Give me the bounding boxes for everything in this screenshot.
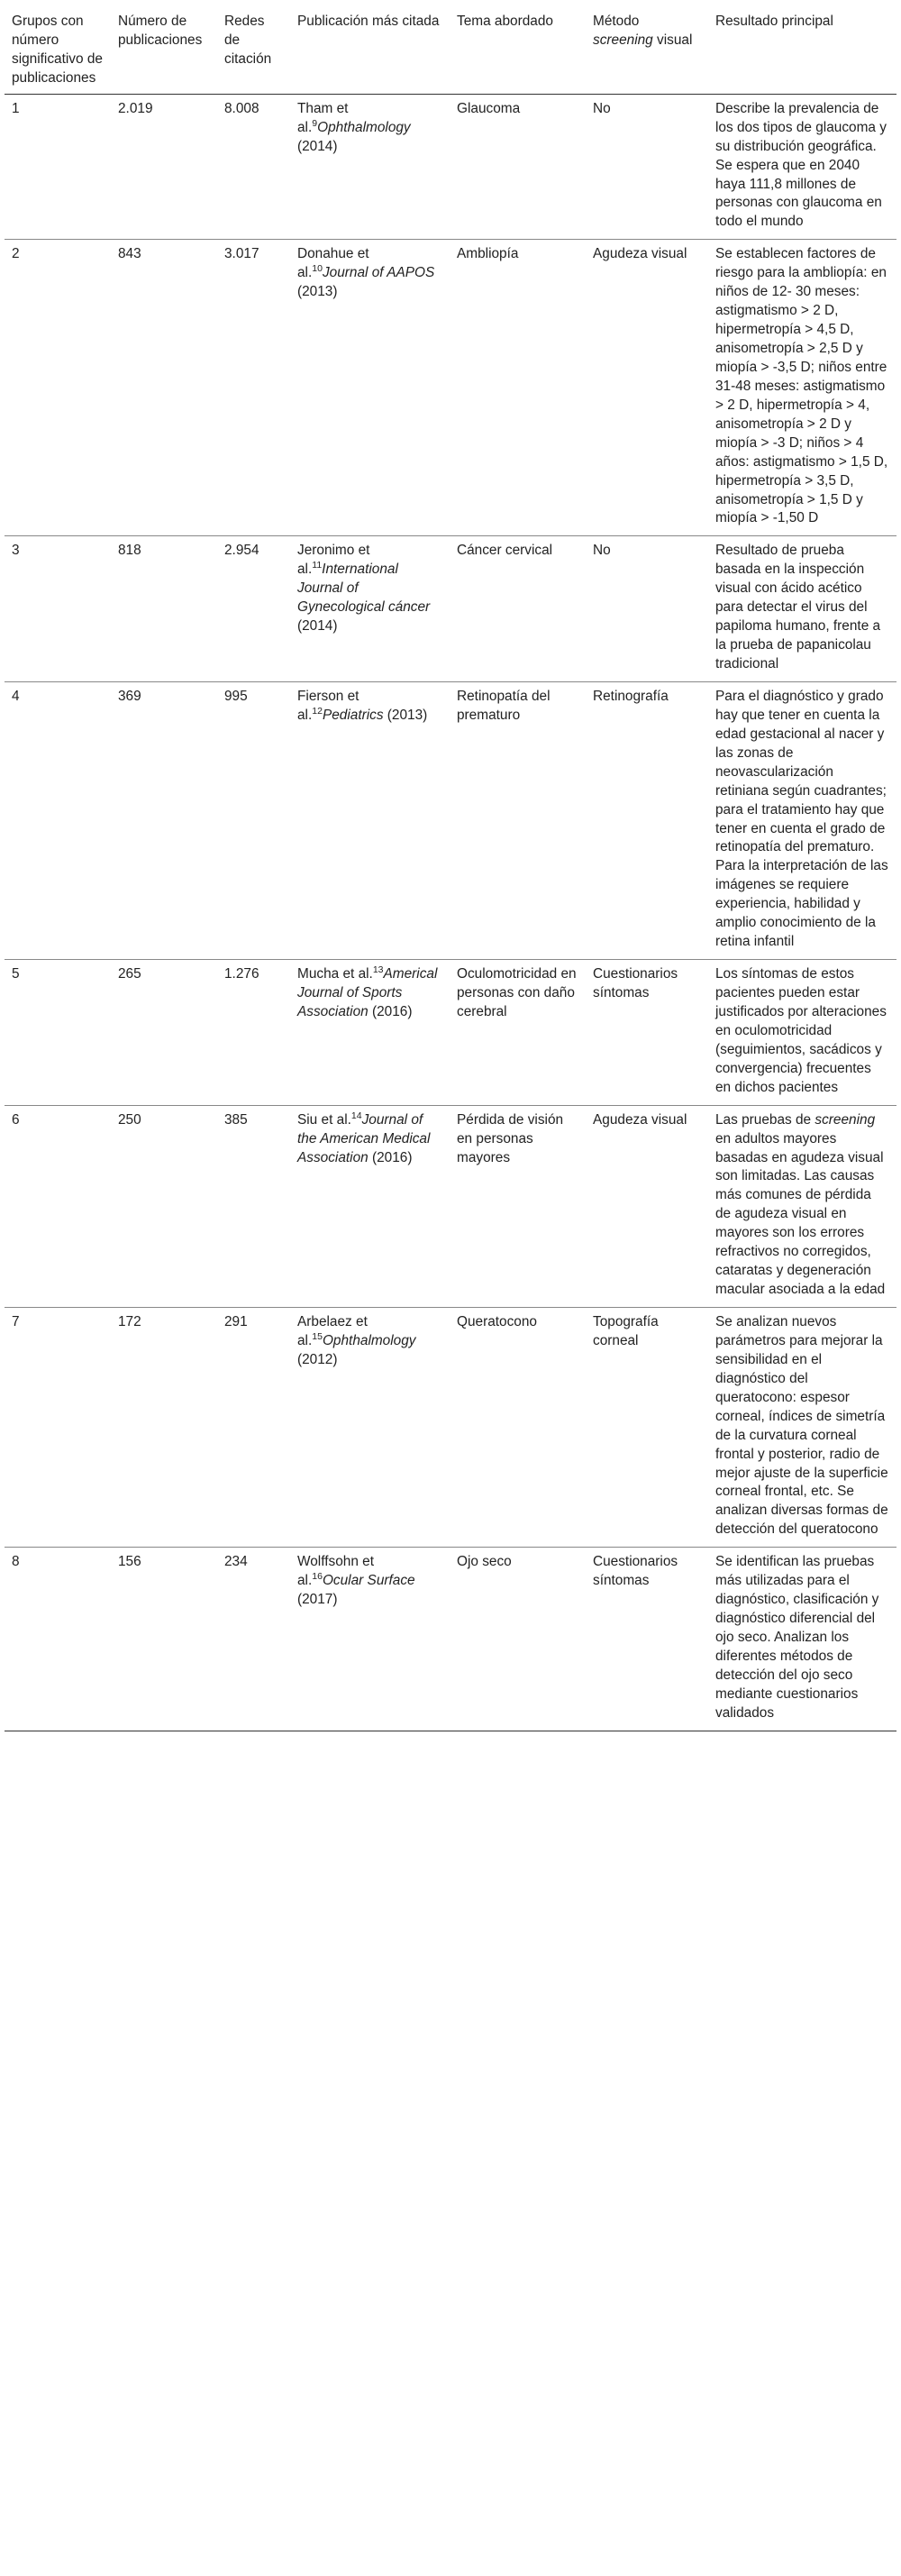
- cited-year: (2014): [297, 618, 338, 635]
- cited-ref: 13: [372, 964, 384, 975]
- table-row: [5, 94, 896, 240]
- publications-table: [5, 9, 896, 1731]
- cell-citations: 1.276: [224, 966, 259, 982]
- cell-result: Se establecen factores de riesgo para la ambliopía: en niños de 12- 30 meses: astigmatismo > 2 D, hipermetropía > 4,5 D, anisometropía > 2,5 D y miopía > -3,5 D; niños entre 31-48 meses: astigmatismo > 2 D, hipermetropía > 4, anisometropía > 2 D y miopía > -3 D; niños > 4 años: astigmatismo > 1,5 D, hipermetropía > 3,5 D, anisometropía > 1,5 D y miopía > -1,50 D: [715, 246, 888, 526]
- cited-ref: 14: [350, 1110, 362, 1121]
- cell-result: Los síntomas de estos pacientes pueden estar justificados por alteraciones en oculomotricidad (seguimientos, sacádicos y convergencia) frecuentes en dichos pacientes: [715, 966, 887, 1095]
- cited-authors: Tham et al.: [297, 100, 349, 135]
- cell-most-cited: [290, 1105, 450, 1307]
- cell-method: No: [593, 543, 611, 559]
- cell-result: Las pruebas de screening en adultos mayores basadas en agudeza visual son limitadas. Las causas más comunes de pérdida de agudeza visual en mayores son los errores refractivos no corregidos, cataratas y degeneración macular asociada a la edad: [715, 1111, 886, 1298]
- cell-result: Resultado de prueba basada en la inspección visual con ácido acético para detectar el virus del papiloma humano, frente a la prueba de papanicolau tradicional: [715, 543, 881, 671]
- table-header: [5, 9, 896, 94]
- cited-journal: International Journal of Gynecological cáncer: [297, 562, 431, 616]
- table-row: [5, 1308, 896, 1548]
- cell-topic: Ambliopía: [457, 246, 519, 262]
- cell-method: Cuestionarios síntomas: [593, 966, 678, 1000]
- header-citation-networks: Redes de citación: [224, 14, 272, 67]
- cell-topic: Ojo seco: [457, 1554, 512, 1570]
- cell-most-cited: [290, 960, 450, 1106]
- header-main-result: Resultado principal: [715, 14, 833, 29]
- cell-citations: 2.954: [224, 543, 259, 559]
- cell-group: 8: [12, 1554, 20, 1570]
- cell-publications: 369: [118, 688, 141, 704]
- cell-publications: 265: [118, 966, 141, 982]
- cited-ref: 12: [312, 705, 323, 717]
- cited-year: (2014): [297, 138, 338, 154]
- cell-most-cited: [290, 240, 450, 536]
- cited-journal: Journal of AAPOS: [322, 265, 435, 281]
- cited-journal: Ophthalmology: [317, 119, 411, 135]
- cited-journal: Americal Journal of Sports Association: [297, 966, 438, 1019]
- cell-group: 2: [12, 246, 20, 262]
- cell-topic: Queratocono: [457, 1314, 537, 1329]
- cited-year: (2013): [297, 284, 338, 300]
- cited-authors: Donahue et al.: [297, 246, 369, 281]
- cell-most-cited: [290, 1548, 450, 1731]
- cell-most-cited: [290, 1308, 450, 1548]
- cell-topic: Pérdida de visión en personas mayores: [457, 1111, 564, 1165]
- table-body: [5, 94, 896, 1731]
- cell-group: 6: [12, 1111, 20, 1128]
- cited-year: (2016): [368, 1003, 413, 1019]
- cell-most-cited: [290, 536, 450, 682]
- cell-group: 7: [12, 1314, 20, 1329]
- table-row: [5, 960, 896, 1106]
- cited-authors: Siu et al.: [297, 1111, 351, 1128]
- cell-most-cited: [290, 681, 450, 959]
- cited-ref: 11: [312, 560, 323, 571]
- cell-group: 5: [12, 966, 20, 982]
- cited-authors: Jeronimo et al.: [297, 543, 370, 578]
- cell-result: Describe la prevalencia de los dos tipos de glaucoma y su distribución geográfica. Se espera que en 2040 haya 111,8 millones de personas con glaucoma en todo el mundo: [715, 100, 887, 230]
- cell-group: 4: [12, 688, 20, 704]
- cell-group: 1: [12, 100, 20, 116]
- cell-citations: 291: [224, 1314, 248, 1329]
- cell-topic: Retinopatía del prematuro: [457, 688, 551, 723]
- cell-group: 3: [12, 543, 20, 559]
- cited-year: (2016): [368, 1149, 413, 1165]
- header-topic: Tema abordado: [457, 14, 553, 29]
- cell-topic: Glaucoma: [457, 100, 521, 116]
- cell-result: Se analizan nuevos parámetros para mejorar la sensibilidad en el diagnóstico del queratocono: espesor corneal, índices de simetría de la curvatura corneal frontal y posterior, radio de mejor ajuste de la superficie corneal frontal, etc. Se analizan diversas formas de detección del queratocono: [715, 1314, 888, 1538]
- cell-publications: 2.019: [118, 100, 153, 116]
- cited-ref: 10: [312, 263, 323, 275]
- cited-authors: Fierson et al.: [297, 688, 359, 723]
- cell-topic: Oculomotricidad en personas con daño cerebral: [457, 966, 577, 1019]
- cited-authors: Arbelaez et al.: [297, 1314, 368, 1348]
- cell-method: Cuestionarios síntomas: [593, 1554, 678, 1589]
- table-row: [5, 240, 896, 536]
- cited-journal: Ophthalmology: [322, 1332, 416, 1348]
- table-row: [5, 681, 896, 959]
- cell-method: No: [593, 100, 611, 116]
- cited-authors: Mucha et al.: [297, 966, 373, 982]
- cell-result: Se identifican las pruebas más utilizadas para el diagnóstico, clasificación y diagnóstico diferencial del ojo seco. Analizan los diferentes métodos de detección del ojo seco mediante cuestionarios validados: [715, 1554, 879, 1721]
- cell-publications: 818: [118, 543, 141, 559]
- cell-method: Topografía corneal: [593, 1314, 659, 1348]
- header-screening-method: Método screening visual: [593, 14, 693, 48]
- table-row: [5, 1548, 896, 1731]
- cell-publications: 156: [118, 1554, 141, 1570]
- cited-journal: Journal of the American Medical Association: [297, 1111, 431, 1165]
- cited-authors: Wolffsohn et al.: [297, 1554, 374, 1589]
- cited-journal: Pediatrics: [322, 707, 384, 723]
- header-row: [5, 9, 896, 94]
- cell-citations: 3.017: [224, 246, 259, 262]
- header-groups: Grupos con número significativo de publicaciones: [12, 14, 103, 86]
- cited-year: (2012): [297, 1351, 338, 1367]
- cell-publications: 172: [118, 1314, 141, 1329]
- cell-citations: 995: [224, 688, 248, 704]
- cell-most-cited: [290, 94, 450, 240]
- cell-result: Para el diagnóstico y grado hay que tener en cuenta la edad gestacional al nacer y las zonas de neovascularización retiniana según cuadrantes; para el tratamiento hay que tener en cuenta el grado de retinopatía del prematuro. Para la interpretación de las imágenes se requiere experiencia, habilidad y amplio conocimiento de la retina infantil: [715, 688, 888, 950]
- cited-year: (2017): [297, 1592, 338, 1608]
- cell-method: Agudeza visual: [593, 246, 687, 262]
- cited-ref: 16: [312, 1571, 323, 1583]
- cell-citations: 234: [224, 1554, 248, 1570]
- table-row: [5, 536, 896, 682]
- cell-method: Agudeza visual: [593, 1111, 687, 1128]
- cell-topic: Cáncer cervical: [457, 543, 553, 559]
- cell-publications: 843: [118, 246, 141, 262]
- header-publications: Número de publicaciones: [118, 14, 203, 48]
- cell-method: Retinografía: [593, 688, 669, 704]
- cited-ref: 15: [312, 1330, 323, 1342]
- cited-journal: Ocular Surface: [322, 1573, 415, 1589]
- cell-publications: 250: [118, 1111, 141, 1128]
- cited-ref: 9: [312, 117, 318, 129]
- header-most-cited: Publicación más citada: [297, 14, 440, 29]
- cited-year: (2013): [383, 707, 428, 723]
- cell-citations: 8.008: [224, 100, 259, 116]
- table-row: [5, 1105, 896, 1307]
- cell-citations: 385: [224, 1111, 248, 1128]
